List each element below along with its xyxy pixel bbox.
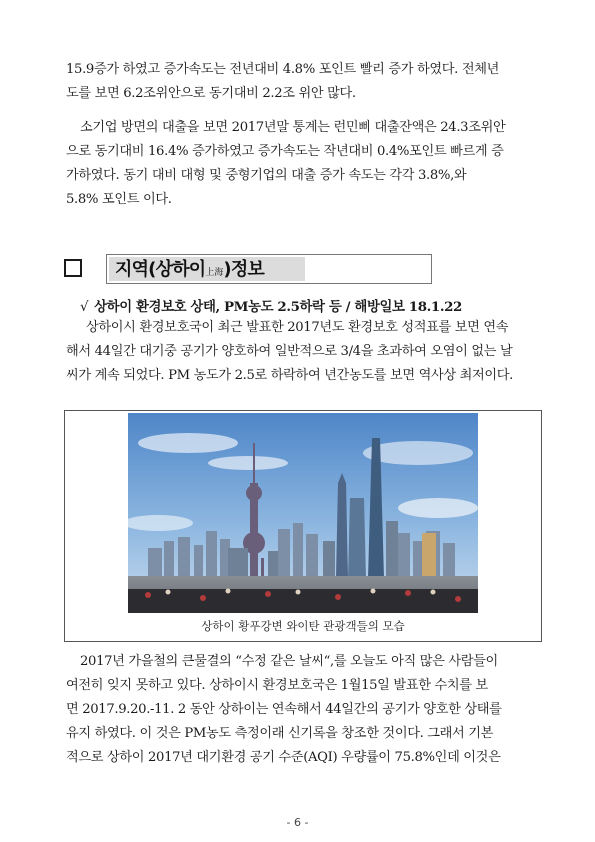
text-line: 가하였다. 동기 대비 대형 및 중형기업의 대출 증가 속도는 각각 3.8%,와 <box>66 168 467 183</box>
section-header <box>62 254 432 284</box>
text-line: 적으로 상하이 2017년 대기환경 공기 수준(AQI) 우량률이 75.8%인데 이것은 <box>66 750 501 765</box>
figure-caption: 상하이 황푸강변 와이탄 관광객들의 모습 <box>201 619 405 633</box>
text-line: 도를 보면 6.2조위안으로 동기대비 2.2조 위안 많다. <box>66 86 356 101</box>
text-line: 2017년 가을철의 큰물결의 “수정 같은 날씨“,를 오늘도 아직 많은 사람들이 <box>80 654 498 669</box>
text-line: 유지 하였다. 이 것은 PM농도 측정이래 신기록을 창조한 것이다. 그래서 기본 <box>66 726 494 741</box>
news-headline-text: 상하이 환경보호 상태, PM농도 2.5하락 등 / 해방일보 18.1.22 <box>94 299 462 315</box>
section-title-main: 지역(상하이 <box>115 259 206 280</box>
bottom-paragraph <box>80 650 544 674</box>
small-business-paragraph <box>80 116 544 140</box>
checkbox-icon <box>64 259 82 277</box>
news-headline <box>80 296 550 315</box>
news-paragraph-cont <box>66 340 544 388</box>
text-line: 15.9증가 하였고 증가속도는 전년대비 4.8% 포인트 빨리 증가 하였다. 전체년 <box>66 62 499 77</box>
text-line: 해서 44일간 대기중 공기가 양호하여 일반적으로 3/4을 초과하여 오염이 없는 날 <box>66 344 513 359</box>
text-line: 씨가 계속 되었다. PM 농도가 2.5로 하락하여 년간농도를 보면 역사상 최저이다. <box>66 368 513 383</box>
section-title-box <box>106 254 432 284</box>
check-mark-icon: √ <box>80 300 89 315</box>
text-line: 5.8% 포인트 이다. <box>66 192 172 207</box>
text-line: 소기업 방면의 대출을 보면 2017년말 통계는 런민삐 대출잔액은 24.3조위안 <box>80 120 506 135</box>
text-line: 여전히 잊지 못하고 있다. 상하이시 환경보호국은 1월15일 발표한 수치를 보 <box>66 678 488 693</box>
section-title <box>115 257 264 286</box>
section-title-hanja: 上海 <box>205 268 224 278</box>
bottom-paragraph-cont <box>66 674 544 770</box>
figure-box <box>64 410 542 642</box>
text-line: 상하이시 환경보호국이 최근 발표한 2017년도 환경보호 성적표를 보면 연속 <box>86 320 509 335</box>
text-line: 면 2017.9.20.-11. 2 동안 상하이는 연속해서 44일간의 공기가 양호한 상태를 <box>66 702 502 717</box>
page-number: - 6 - <box>286 816 309 829</box>
section-title-end: )정보 <box>223 259 264 280</box>
top-paragraph <box>66 58 544 106</box>
text-line: 으로 동기대비 16.4% 증가하였고 증가속도는 작년대비 0.4%포인트 빠르게 증 <box>66 144 504 159</box>
shanghai-skyline-photo <box>128 413 478 613</box>
small-business-paragraph-cont <box>66 140 544 212</box>
news-paragraph <box>86 316 544 340</box>
